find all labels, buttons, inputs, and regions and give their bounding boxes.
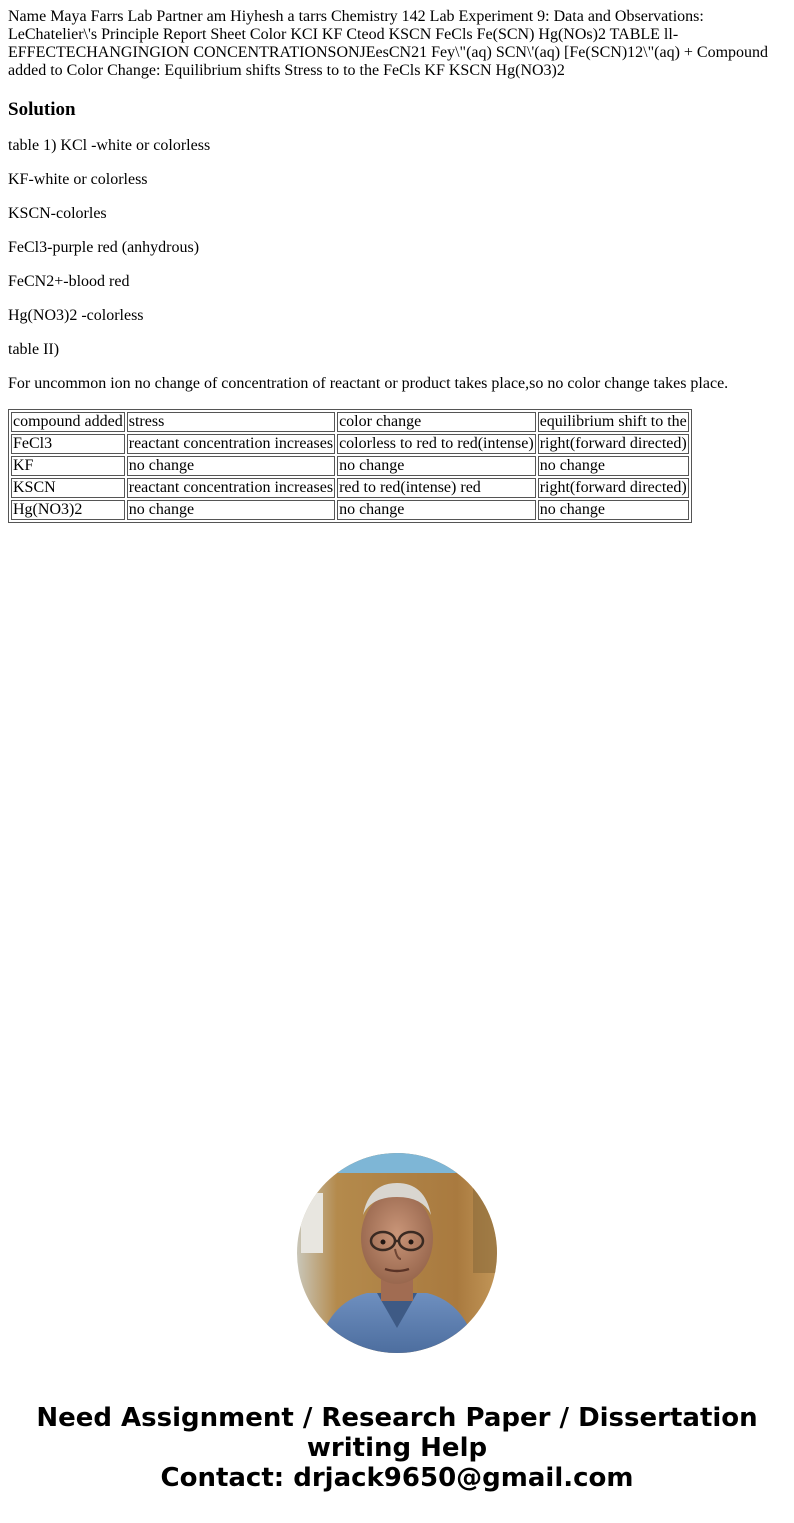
table-cell: Hg(NO3)2 xyxy=(11,500,125,520)
answer-line: KSCN-colorles xyxy=(8,205,107,222)
banner-line: writing Help xyxy=(306,1433,488,1463)
answer-line: FeCN2+-blood red xyxy=(8,273,130,290)
table-cell: no change xyxy=(127,500,335,520)
table-cell: no change xyxy=(538,456,689,476)
table-cell: no change xyxy=(337,456,536,476)
table-cell: colorless to red to red(intense) xyxy=(339,435,534,452)
table-cell: FeCl3 xyxy=(11,434,125,454)
table-cell: red to red(intense) red xyxy=(337,478,536,498)
banner-contact-line: Contact: drjack9650@gmail.com xyxy=(160,1463,634,1493)
equilibrium-table xyxy=(8,409,692,523)
table-row xyxy=(11,478,689,498)
table-cell: right(forward directed) xyxy=(538,434,689,454)
table-cell: KF xyxy=(11,456,125,476)
table-header-row xyxy=(11,412,689,432)
table-cell: no change xyxy=(337,500,536,520)
answer-line: For uncommon ion no change of concentration of reactant or product takes place,so no color change takes place. xyxy=(8,375,729,392)
table-cell: right(forward directed) xyxy=(538,478,689,498)
document-content xyxy=(0,0,794,523)
table-row xyxy=(11,456,689,476)
question-text: Name Maya Farrs Lab Partner am Hiyhesh a tarrs Chemistry 142 Lab Experiment 9: Data and Observations: LeChatelier\'s Principle Report Sheet Color KCI KF Cteod KSCN FeCls Fe(SCN) Hg(NOs)2 TABLE ll- EFFECTECHANGINGION CONCENTRATIONSONJEesCN21 Fey\"(aq) SCN\'(aq) [Fe(SCN)12\"(aq) + Compound added to Color Change: Equilibrium shifts Stress to to the FeCls KF KSCN Hg(NO3)2 xyxy=(8,8,769,79)
banner-line: Need Assignment / Research Paper / Dissertation xyxy=(36,1403,758,1433)
table-header-cell: stress xyxy=(127,412,335,432)
table-header-cell: equilibrium shift to the xyxy=(539,413,687,430)
table-row xyxy=(11,500,689,520)
answer-line: table 1) KCl -white or colorless xyxy=(8,137,211,154)
solution-heading: Solution xyxy=(8,99,76,120)
table-cell: KSCN xyxy=(11,478,125,498)
table-cell: no change xyxy=(538,500,689,520)
author-portrait-image xyxy=(297,1153,497,1353)
answer-line: KF-white or colorless xyxy=(8,171,148,188)
table-cell: reactant concentration increases xyxy=(128,479,334,496)
author-avatar xyxy=(297,1153,497,1353)
answer-line: Hg(NO3)2 -colorless xyxy=(8,307,144,324)
table-row xyxy=(11,434,689,454)
table-header-cell: color change xyxy=(337,412,536,432)
contact-banner xyxy=(0,1403,794,1493)
table-header-cell: compound added xyxy=(13,413,123,430)
table-cell: reactant concentration increases xyxy=(128,435,334,452)
answer-line: table II) xyxy=(8,341,60,358)
table-cell: no change xyxy=(127,456,335,476)
answer-line: FeCl3-purple red (anhydrous) xyxy=(8,239,200,256)
